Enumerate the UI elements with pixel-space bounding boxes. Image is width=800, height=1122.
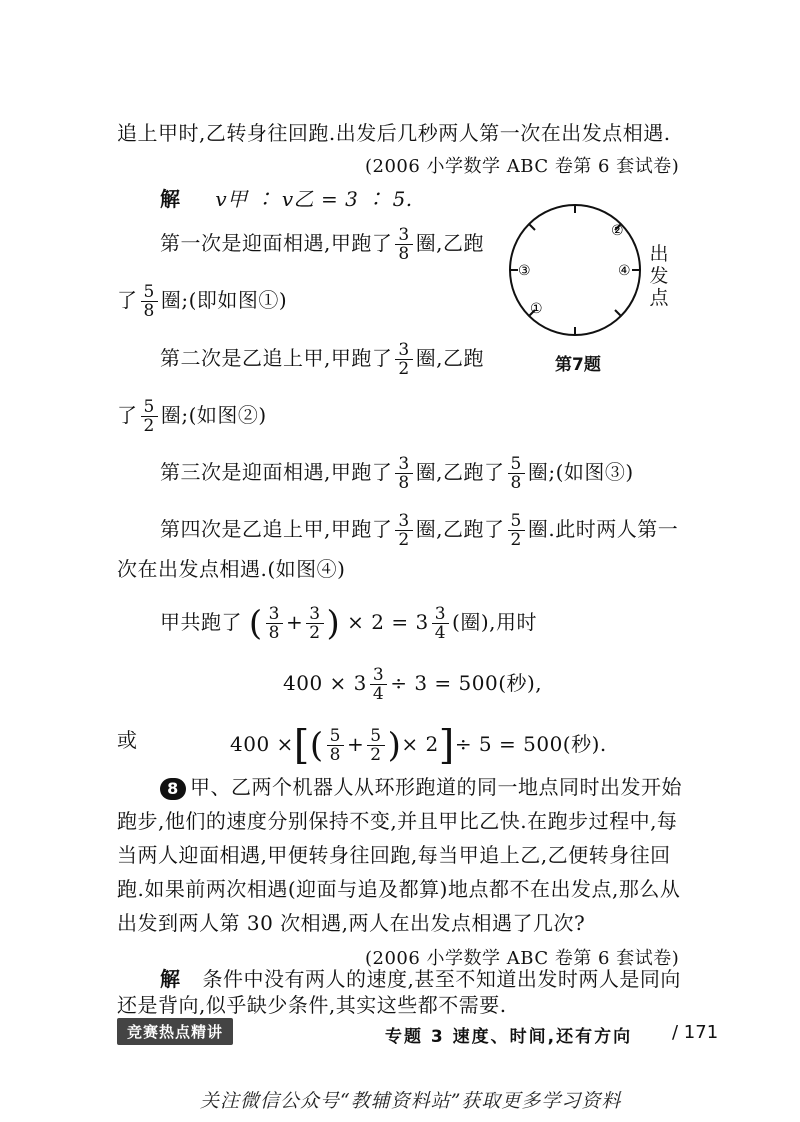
solution-label: 解 bbox=[160, 187, 181, 211]
text: 圈,乙跑 bbox=[415, 231, 485, 255]
text: × 2 bbox=[401, 732, 439, 756]
fraction-5-8 bbox=[141, 283, 158, 320]
fraction-numerator: 3 bbox=[395, 226, 412, 245]
fraction-numerator: 5 bbox=[508, 455, 525, 474]
fraction-3-4 bbox=[432, 605, 449, 642]
running-footer-topic: 专题 3 速度、时间,还有方向 bbox=[385, 1027, 633, 1047]
fraction-3-2 bbox=[395, 512, 412, 549]
fraction-5-2 bbox=[141, 398, 158, 435]
fraction-denominator: 2 bbox=[143, 416, 155, 436]
fraction-denominator: 8 bbox=[398, 473, 410, 493]
fraction-numerator: 3 bbox=[370, 666, 387, 685]
fraction-denominator: 2 bbox=[398, 530, 410, 550]
plus-sign: + bbox=[285, 610, 304, 634]
fraction-denominator: 2 bbox=[510, 530, 522, 550]
text: 圈;(如图③) bbox=[527, 460, 634, 484]
fraction-numerator: 3 bbox=[266, 605, 283, 624]
time-calc-line bbox=[283, 666, 542, 703]
problem-8-line-4: 跑.如果前两次相遇(迎面与追及都算)地点都不在出发点,那么从 bbox=[117, 877, 681, 901]
fraction-numerator: 5 bbox=[367, 727, 384, 746]
text: 甲、乙两个机器人从环形跑道的同一地点同时出发开始 bbox=[190, 775, 682, 799]
fraction-3-8 bbox=[395, 226, 412, 263]
fraction-denominator: 2 bbox=[309, 623, 321, 643]
text: 圈,乙跑了 bbox=[415, 460, 505, 484]
first-meeting-line bbox=[160, 226, 484, 263]
fraction-denominator: 4 bbox=[434, 623, 447, 643]
text: 圈;(即如图①) bbox=[160, 288, 288, 312]
text: 第一次是迎面相遇,甲跑了 bbox=[160, 231, 393, 255]
fraction-numerator: 3 bbox=[432, 605, 449, 624]
right-paren: ) bbox=[387, 725, 402, 766]
fraction-denominator: 8 bbox=[143, 301, 155, 321]
text: 了 bbox=[117, 403, 138, 427]
fraction-numerator: 5 bbox=[508, 512, 525, 531]
fraction-denominator: 8 bbox=[329, 745, 341, 765]
second-meeting-line bbox=[160, 341, 484, 378]
fraction-3-2 bbox=[306, 605, 323, 642]
text: × 2 = 3 bbox=[347, 610, 429, 634]
fraction-numerator: 5 bbox=[141, 398, 158, 417]
text: 圈,乙跑了 bbox=[415, 517, 505, 541]
solution-line bbox=[160, 186, 413, 212]
tick bbox=[529, 224, 535, 230]
plus-sign: + bbox=[347, 732, 365, 756]
text: 了 bbox=[117, 288, 138, 312]
text: 圈;(如图②) bbox=[160, 403, 267, 427]
track-circle-figure bbox=[500, 195, 650, 345]
fraction-denominator: 4 bbox=[372, 684, 385, 704]
fraction-numerator: 5 bbox=[327, 727, 344, 746]
fraction-3-8 bbox=[395, 455, 412, 492]
fraction-denominator: 8 bbox=[510, 473, 522, 493]
solution-label: 解 bbox=[160, 967, 181, 991]
tick bbox=[615, 310, 621, 316]
text: 第四次是乙追上甲,甲跑了 bbox=[160, 517, 393, 541]
text: 圈,乙跑 bbox=[415, 346, 485, 370]
figure-caption: 第7题 bbox=[555, 355, 601, 375]
solution-2-line-1 bbox=[160, 966, 681, 992]
fraction-3-2 bbox=[395, 341, 412, 378]
problem-number-badge: 8 bbox=[160, 778, 186, 800]
fraction-denominator: 8 bbox=[268, 623, 280, 643]
fraction-denominator: 2 bbox=[370, 745, 382, 765]
left-paren: ( bbox=[248, 603, 263, 644]
problem-8-line-2: 跑步,他们的速度分别保持不变,并且甲比乙快.在跑步过程中,每 bbox=[117, 809, 678, 833]
fraction-numerator: 5 bbox=[141, 283, 158, 302]
problem-8-line-5: 出发到两人第 30 次相遇,两人在出发点相遇了几次? bbox=[117, 911, 586, 935]
second-meeting-line-2 bbox=[117, 398, 267, 435]
text: 第二次是乙追上甲,甲跑了 bbox=[160, 346, 393, 370]
fraction-numerator: 3 bbox=[306, 605, 323, 624]
left-bracket: [ bbox=[293, 722, 310, 769]
text: ÷ 5 = 500(秒). bbox=[454, 732, 607, 756]
third-meeting-line bbox=[160, 455, 634, 492]
solution-2-line-2: 还是背向,似乎缺少条件,其实这些都不需要. bbox=[117, 993, 507, 1017]
right-bracket: ] bbox=[438, 722, 455, 769]
text: ÷ 3 = 500(秒), bbox=[390, 671, 543, 695]
speed-ratio: v甲 ∶ v乙 = 3 ∶ 5. bbox=[215, 187, 413, 211]
alt-calc-line bbox=[230, 722, 607, 769]
text: 第三次是迎面相遇,甲跑了 bbox=[160, 460, 393, 484]
fraction-numerator: 3 bbox=[395, 455, 412, 474]
left-paren: ( bbox=[309, 725, 324, 766]
text: 圈.此时两人第一 bbox=[527, 517, 679, 541]
fraction-denominator: 2 bbox=[398, 359, 410, 379]
fraction-5-8 bbox=[327, 727, 344, 764]
problem-8-line-3: 当两人迎面相遇,甲便转身往回跑,每当甲追上乙,乙便转身往回 bbox=[117, 843, 671, 867]
fraction-denominator: 8 bbox=[398, 244, 410, 264]
page-number: / 171 bbox=[672, 1022, 719, 1043]
fourth-meeting-line bbox=[160, 512, 678, 549]
fourth-meeting-line-2: 次在出发点相遇.(如图④) bbox=[117, 557, 346, 581]
start-point-label: 出 发 点 bbox=[649, 243, 669, 309]
fraction-3-4 bbox=[370, 666, 387, 703]
fraction-numerator: 3 bbox=[395, 512, 412, 531]
fraction-5-8 bbox=[508, 455, 525, 492]
first-meeting-line-2 bbox=[117, 283, 287, 320]
text: 条件中没有两人的速度,甚至不知道出发时两人是同向 bbox=[202, 967, 681, 991]
marker-3: ③ bbox=[518, 263, 531, 279]
text: 400 × 3 bbox=[283, 671, 367, 695]
marker-4: ④ bbox=[618, 263, 631, 279]
problem-8-line-1 bbox=[160, 774, 682, 800]
alt-calc-or: 或 bbox=[117, 728, 138, 752]
right-paren: ) bbox=[326, 603, 341, 644]
text: 400 × bbox=[230, 732, 294, 756]
marker-1: ① bbox=[530, 301, 543, 317]
text: 甲共跑了 bbox=[160, 610, 242, 634]
source-citation-1: (2006 小学数学 ABC 卷第 6 套试卷) bbox=[365, 156, 680, 177]
body-line-1: 追上甲时,乙转身往回跑.出发后几秒两人第一次在出发点相遇. bbox=[117, 121, 671, 145]
fraction-3-8 bbox=[266, 605, 283, 642]
fraction-5-2 bbox=[508, 512, 525, 549]
total-distance-line bbox=[160, 605, 537, 642]
section-tag: 竞赛热点精讲 bbox=[117, 1018, 233, 1045]
watermark-text: 关注微信公众号“教辅资料站”获取更多学习资料 bbox=[200, 1090, 622, 1112]
marker-2: ② bbox=[611, 223, 624, 239]
text: (圈),用时 bbox=[452, 610, 538, 634]
fraction-numerator: 3 bbox=[395, 341, 412, 360]
fraction-5-2 bbox=[367, 727, 384, 764]
source-citation-2: (2006 小学数学 ABC 卷第 6 套试卷) bbox=[365, 948, 680, 969]
